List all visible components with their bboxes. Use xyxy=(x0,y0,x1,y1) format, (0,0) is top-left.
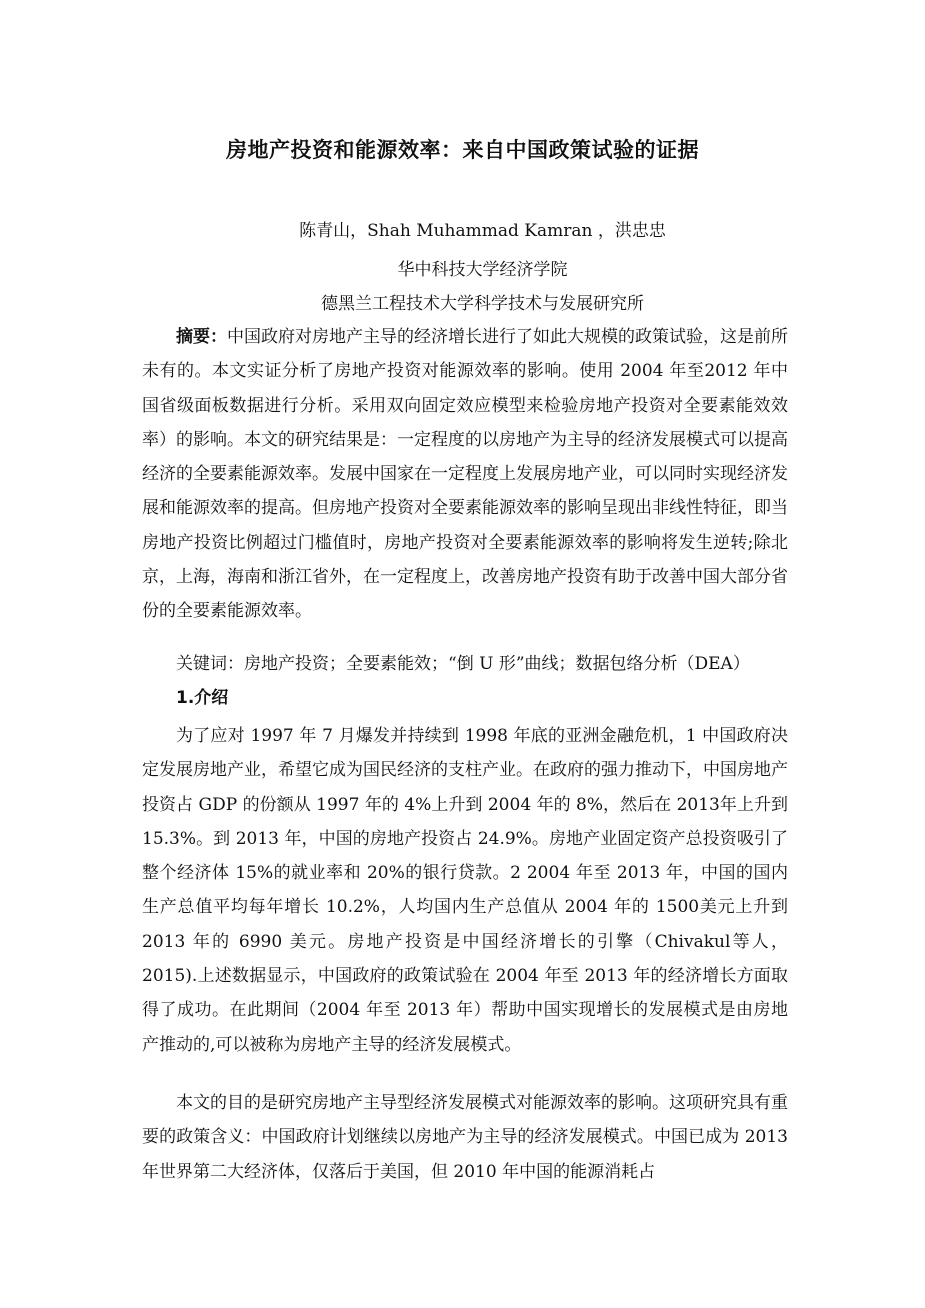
abstract-paragraph xyxy=(142,320,788,629)
affiliation-2: 德黑兰工程技术大学科学技术与发展研究所 xyxy=(321,294,644,314)
abstract-label: 摘要： xyxy=(176,327,227,347)
affiliation-1: 华中科技大学经济学院 xyxy=(397,260,568,280)
author-list: 陈青山，Shah Muhammad Kamran ，洪忠忠 xyxy=(299,221,666,241)
keywords-block xyxy=(142,647,788,716)
keywords-text: 房地产投资；全要素能效；“倒 U 形”曲线；数据包络分析（DEA） xyxy=(244,654,750,674)
paper-title: 房地产投资和能源效率：来自中国政策试验的证据 xyxy=(226,138,699,162)
intro-paragraph-2: 本文的目的是研究房地产主导型经济发展模式对能源效率的影响。这项研究具有重要的政策含义：中国政府计划继续以房地产为主导的经济发展模式。中国已成为 2013 年世界第二大经济体，仅落后于美国，但 2010 年中国的能源消耗占 xyxy=(142,1093,788,1182)
intro-paragraph-block-2 xyxy=(142,1086,788,1189)
intro-paragraph-block xyxy=(142,719,788,1062)
keywords-label: 关键词： xyxy=(176,654,244,674)
intro-paragraph-1: 为了应对 1997 年 7 月爆发并持续到 1998 年底的亚洲金融危机，1 中国政府决定发展房地产业，希望它成为国民经济的支柱产业。在政府的强力推动下，中国房地产投资占 GDP 的份额从 1997 年的 4%上升到 2004 年的 8%，然后在 2013年上升到 15.3%。到 2013 年，中国的房地产投资占 24.9%。房地产业固定资产总投资吸引了整个经济体 15%的就业率和 20%的银行贷款。2 2004 年至 2013 年，中国的国内生产总值平均每年增长 10.2%，人均国内生产总值从 2004 年的 1500美元上升到 2013 年的 6990 美元。房地产投资是中国经济增长的引擎（Chivakul等人， 2015).上述数据显示，中国政府的政策试验在 2004 年至 2013 年的经济增长方面取得了成功。在此期间（2004 年至 2013 年）帮助中国实现增长的发展模式是由房地产推动的,可以被称为房地产主导的经济发展模式。 xyxy=(142,726,788,1055)
section-heading-introduction: 1.介绍 xyxy=(176,688,229,709)
abstract-text: 中国政府对房地产主导的经济增长进行了如此大规模的政策试验，这是前所未有的。本文实证分析了房地产投资对能源效率的影响。使用 2004 年至2012 年中国省级面板数据进行分析。采用双向固定效应模型来检验房地产投资对全要素能效效率）的影响。本文的研究结果是：一定程度的以房地产为主导的经济发展模式可以提高经济的全要素能源效率。发展中国家在一定程度上发展房地产业，可以同时实现经济发展和能源效率的提高。但房地产投资对全要素能源效率的影响呈现出非线性特征，即当房地产投资比例超过门槛值时，房地产投资对全要素能源效率的影响将发生逆转;除北京，上海，海南和浙江省外，在一定程度上，改善房地产投资有助于改善中国大部分省份的全要素能源效率。 xyxy=(142,327,788,622)
keywords-paragraph xyxy=(142,647,788,681)
abstract-block xyxy=(142,320,788,629)
